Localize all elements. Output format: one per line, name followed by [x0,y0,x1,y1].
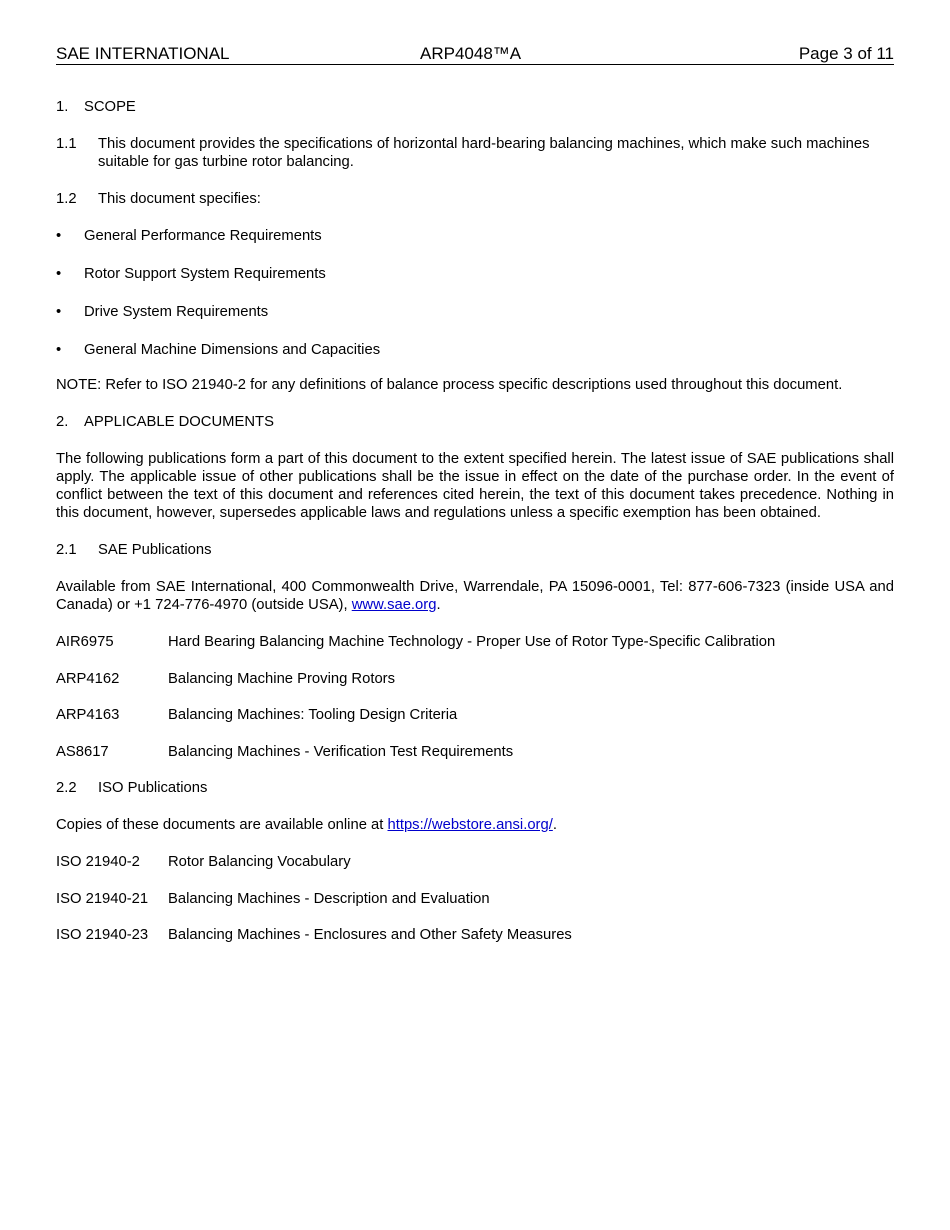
reference-row: ISO 21940-2 Rotor Balancing Vocabulary [56,854,351,870]
bullet-icon: • [56,342,62,358]
reference-row: ARP4162 Balancing Machine Proving Rotors [56,670,396,687]
iso-availability: Copies of these documents are available online at https://webstore.ansi.org/. [56,817,557,833]
paragraph-1-2: 1.2 This document specifies: [56,191,261,207]
reference-row: ISO 21940-23 Balancing Machines - Enclosures and Other Safety Measures [56,927,572,943]
bullet-item: • Drive System Requirements [56,304,269,320]
paragraph-1-1: 1.1 This document provides the specifications of horizontal hard-bearing balancing machines, which make such machines suitable for gas turbine rotor balancing. [56,136,870,170]
bullet-item: • General Performance Requirements [56,228,322,244]
header-org: SAE INTERNATIONAL [56,44,230,63]
bullet-icon: • [56,304,62,320]
section-2-1-heading: 2.1 SAE Publications [56,542,212,558]
page-header [56,44,894,65]
page-content [56,98,894,963]
bullet-item: • Rotor Support System Requirements [56,266,326,282]
header-doc-id: ARP4048™A [420,44,522,63]
reference-row: AS8617 Balancing Machines - Verification Test Requirements [56,743,514,760]
section-2-intro: The following publications form a part of this document to the extent specified herein. The latest issue of SAE publications shall apply. The applicable issue of other publications shall be the issue in effect on the date of the purchase order. In the event of conflict between the text of this document and references cited herein, the text of this document takes precedence. Nothing in this document, however, supersedes applicable laws and regulations unless a specific exemption has been obtained. [56,451,894,521]
iso-link[interactable]: https://webstore.ansi.org/ [387,817,553,833]
bullet-item: • General Machine Dimensions and Capacities [56,342,381,358]
reference-row: ARP4163 Balancing Machines: Tooling Design Criteria [56,707,458,723]
header-page-number: Page 3 of 11 [798,44,894,63]
section-1-heading: 1. SCOPE [56,99,136,115]
bullet-icon: • [56,228,62,244]
reference-row: AIR6975 Hard Bearing Balancing Machine Technology - Proper Use of Rotor Type-Specific Calibration [56,634,776,650]
reference-row: ISO 21940-21 Balancing Machines - Description and Evaluation [56,890,490,907]
section-2-2-heading: 2.2 ISO Publications [56,780,208,796]
sae-link[interactable]: www.sae.org [351,597,437,613]
sae-availability: Available from SAE International, 400 Commonwealth Drive, Warrendale, PA 15096-0001, Tel: 877-606-7323 (inside USA and Canada) or +1 724-776-4970 (outside USA), www.sae.org. [56,579,894,613]
note: NOTE: Refer to ISO 21940-2 for any definitions of balance process specific descriptions used throughout this document. [56,377,843,393]
bullet-icon: • [56,266,62,282]
section-2-heading: 2. APPLICABLE DOCUMENTS [56,414,274,430]
